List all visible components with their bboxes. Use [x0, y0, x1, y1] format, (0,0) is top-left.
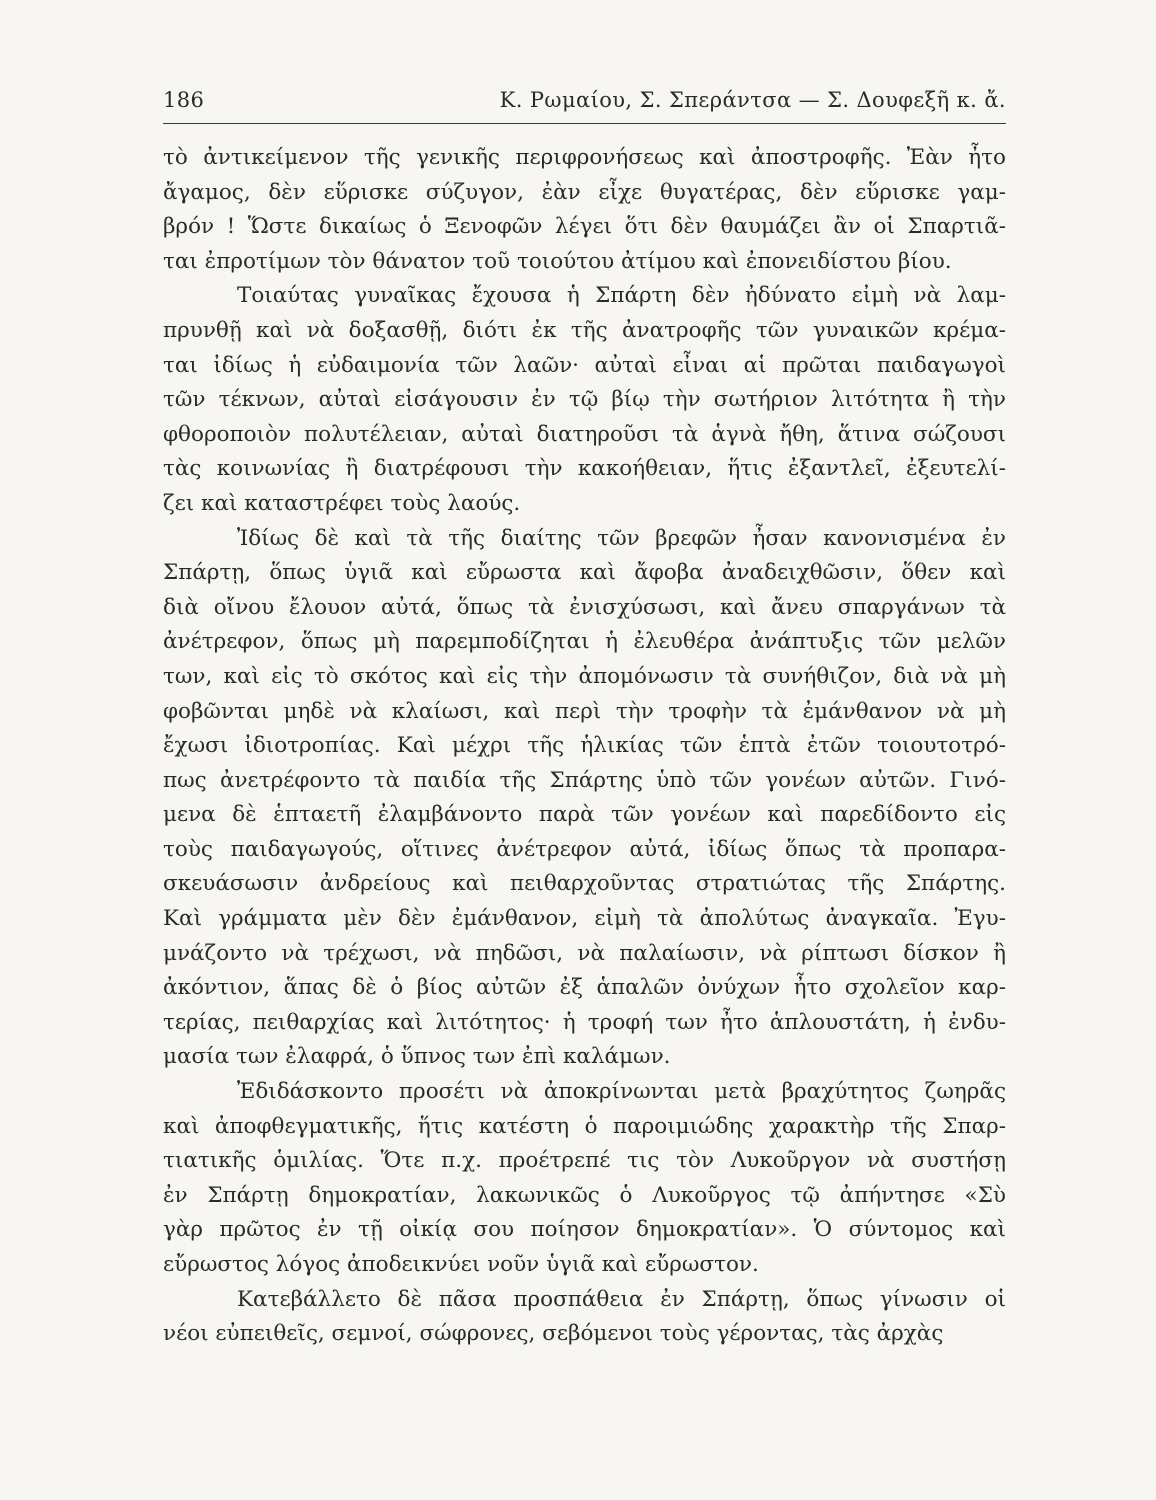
- text-line: σκευάσωσιν ἀνδρείους καὶ πειθαρχοῦντας στρατιώτας τῆς Σπάρτης.: [163, 871, 1006, 897]
- paragraph: [163, 279, 1006, 521]
- text-line: τὰς κοινωνίας ἢ διατρέφουσι τὴν κακοήθειαν, ἥτις ἐξαντλεῖ, ἐξευτελί-: [163, 456, 1006, 482]
- text-line: Ἰδίως δὲ καὶ τὰ τῆς διαίτης τῶν βρεφῶν ἦσαν κανονισμένα ἐν: [237, 525, 1006, 551]
- text-line: ἀνέτρεφον, ὅπως μὴ παρεμποδίζηται ἡ ἐλευθέρα ἀνάπτυξις τῶν μελῶν: [163, 629, 1006, 655]
- text-line: μασία των ἐλαφρά, ὁ ὕπνος των ἐπὶ καλάμων.: [163, 1044, 671, 1070]
- running-title: Κ. Ρωμαίου, Σ. Σπεράντσα — Σ. Δουφεξῆ κ. ἄ.: [499, 88, 1006, 112]
- text-line: ἔχωσι ἰδιοτροπίας. Καὶ μέχρι τῆς ἡλικίας τῶν ἑπτὰ ἐτῶν τοιουτοτρό-: [163, 733, 1006, 759]
- text-line: ἀκόντιον, ἅπας δὲ ὁ βίος αὐτῶν ἐξ ἁπαλῶν ὀνύχων ἦτο σχολεῖον καρ-: [163, 975, 1006, 1001]
- text-line: μενα δὲ ἑπταετῆ ἐλαμβάνοντο παρὰ τῶν γονέων καὶ παρεδίδοντο εἰς: [163, 802, 1006, 828]
- text-line: διὰ οἴνου ἔλουον αὐτά, ὅπως τὰ ἐνισχύσωσι, καὶ ἄνευ σπαργάνων τὰ: [163, 594, 1006, 620]
- text-line: φθοροποιὸν πολυτέλειαν, αὐταὶ διατηροῦσι τὰ ἁγνὰ ἤθη, ἅτινα σώζουσι: [163, 421, 1006, 447]
- page-number: 186: [163, 88, 205, 112]
- text-line: μνάζοντο νὰ τρέχωσι, νὰ πηδῶσι, νὰ παλαίωσιν, νὰ ρίπτωσι δίσκον ἢ: [163, 940, 1006, 966]
- text-line: βρόν ! Ὥστε δικαίως ὁ Ξενοφῶν λέγει ὅτι δὲν θαυμάζει ἂν οἱ Σπαρτιᾶ-: [163, 214, 1006, 240]
- text-line: τὸ ἀντικείμενον τῆς γενικῆς περιφρονήσεως καὶ ἀποστροφῆς. Ἐὰν ἦτο: [163, 145, 1006, 170]
- text-line: γὰρ πρῶτος ἐν τῇ οἰκίᾳ σου ποίησον δημοκρατίαν». Ὁ σύντομος καὶ: [163, 1217, 1006, 1243]
- header-rule: [163, 123, 1006, 124]
- text-line: ἐν Σπάρτῃ δημοκρατίαν, λακωνικῶς ὁ Λυκοῦργος τῷ ἀπήντησε «Σὺ: [163, 1182, 1006, 1208]
- text-line: ται ἐπροτίμων τὸν θάνατον τοῦ τοιούτου ἀτίμου καὶ ἐπονειδίστου βίου.: [163, 248, 952, 274]
- text-line: νέοι εὐπειθεῖς, σεμνοί, σώφρονες, σεβόμενοι τοὺς γέροντας, τὰς ἀρχὰς: [163, 1321, 944, 1347]
- text-line: των, καὶ εἰς τὸ σκότος καὶ εἰς τὴν ἀπομόνωσιν τὰ συνήθιζον, διὰ νὰ μὴ: [163, 663, 1006, 689]
- text-line: Σπάρτῃ, ὅπως ὑγιᾶ καὶ εὔρωστα καὶ ἄφοβα ἀναδειχθῶσιν, ὅθεν καὶ: [163, 560, 1006, 586]
- paragraph: [163, 1283, 1006, 1352]
- text-line: τῶν τέκνων, αὐταὶ εἰσάγουσιν ἐν τῷ βίῳ τὴν σωτήριον λιτότητα ἢ τὴν: [163, 387, 1006, 413]
- text-line: καὶ ἀποφθεγματικῆς, ἥτις κατέστη ὁ παροιμιώδης χαρακτὴρ τῆς Σπαρ-: [163, 1113, 1006, 1139]
- text-line: Κατεβάλλετο δὲ πᾶσα προσπάθεια ἐν Σπάρτῃ, ὅπως γίνωσιν οἱ: [237, 1286, 1006, 1312]
- text-line: τιατικῆς ὁμιλίας. Ὅτε π.χ. προέτρεπέ τις τὸν Λυκοῦργον νὰ συστήσῃ: [163, 1148, 1006, 1174]
- text-line: Ἐδιδάσκοντο προσέτι νὰ ἀποκρίνωνται μετὰ βραχύτητος ζωηρᾶς: [237, 1079, 1006, 1105]
- text-line: φοβῶνται μηδὲ νὰ κλαίωσι, καὶ περὶ τὴν τροφὴν τὰ ἐμάνθανον νὰ μὴ: [163, 698, 1006, 724]
- text-line: Τοιαύτας γυναῖκας ἔχουσα ἡ Σπάρτη δὲν ἠδύνατο εἰμὴ νὰ λαμ-: [237, 283, 1006, 309]
- text-line: τοὺς παιδαγωγούς, οἵτινες ἀνέτρεφον αὐτά, ἰδίως ὅπως τὰ προπαρα-: [163, 836, 1006, 862]
- paragraph: [163, 1075, 1006, 1283]
- text-line: εὔρωστος λόγος ἀποδεικνύει νοῦν ὑγιᾶ καὶ εὔρωστον.: [163, 1252, 759, 1277]
- body-text: [163, 141, 1006, 1352]
- text-line: πως ἀνετρέφοντο τὰ παιδία τῆς Σπάρτης ὑπὸ τῶν γονέων αὐτῶν. Γινό-: [163, 767, 1006, 793]
- text-line: πρυνθῇ καὶ νὰ δοξασθῇ, διότι ἐκ τῆς ἀνατροφῆς τῶν γυναικῶν κρέμα-: [163, 317, 1006, 343]
- text-line: ται ἰδίως ἡ εὐδαιμονία τῶν λαῶν· αὐταὶ εἶναι αἱ πρῶται παιδαγωγοὶ: [163, 352, 1006, 378]
- text-line: τερίας, πειθαρχίας καὶ λιτότητος· ἡ τροφή των ἦτο ἁπλουστάτη, ἡ ἐνδυ-: [163, 1009, 1006, 1035]
- text-line: ἄγαμος, δὲν εὕρισκε σύζυγον, ἐὰν εἶχε θυγατέρας, δὲν εὕρισκε γαμ-: [163, 179, 1006, 205]
- page-header: [163, 88, 1006, 118]
- text-line: Καὶ γράμματα μὲν δὲν ἐμάνθανον, εἰμὴ τὰ ἀπολύτως ἀναγκαῖα. Ἐγυ-: [163, 906, 1006, 932]
- text-line: ζει καὶ καταστρέφει τοὺς λαούς.: [163, 490, 521, 516]
- paragraph: [163, 141, 1006, 279]
- paragraph: [163, 522, 1006, 1076]
